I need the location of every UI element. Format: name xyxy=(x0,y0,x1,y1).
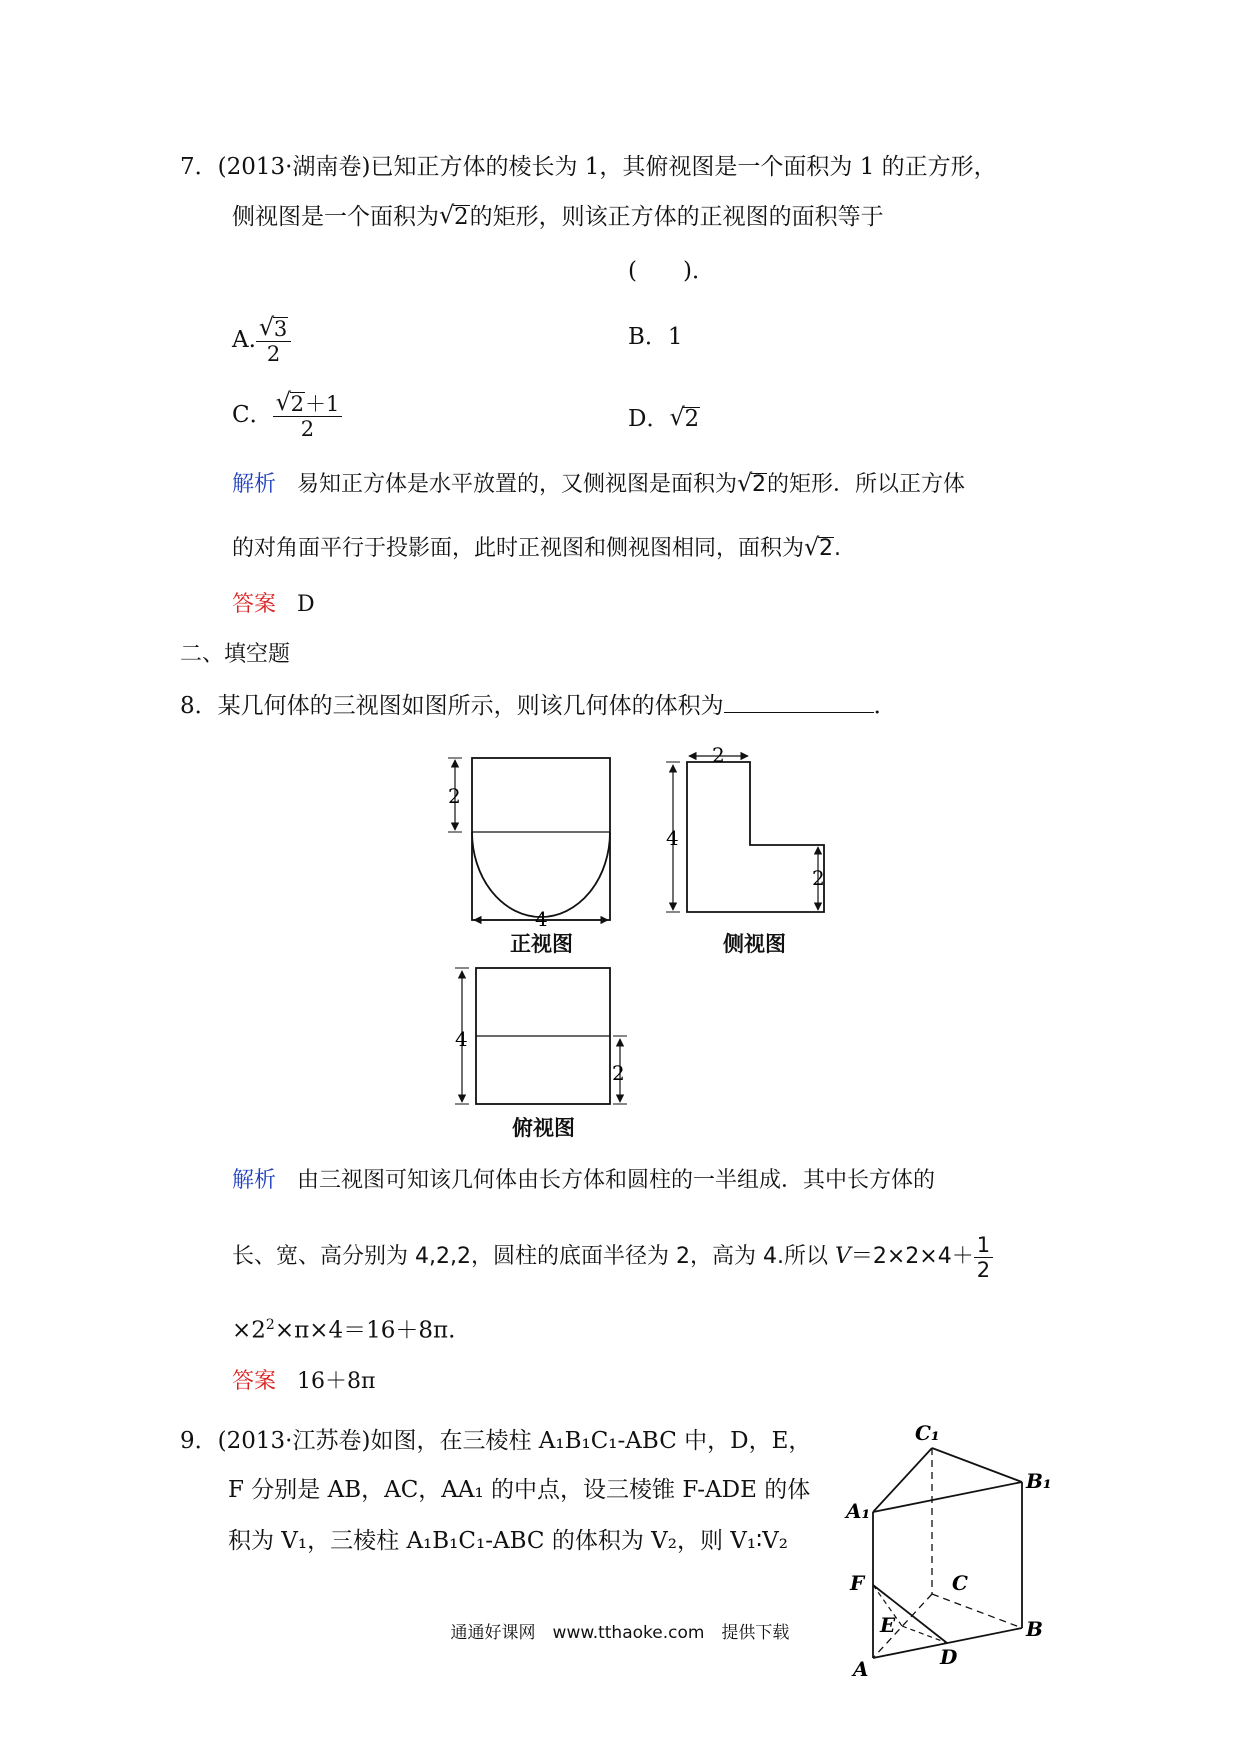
section-heading: 二、填空题 xyxy=(180,642,291,667)
label-f: F xyxy=(850,1571,865,1595)
side-step-label: 2 xyxy=(812,866,825,890)
label-c: C xyxy=(952,1571,968,1595)
q8-analysis-line1 xyxy=(232,1166,935,1196)
option-a-num: 3 xyxy=(273,316,288,341)
front-height-label: 2 xyxy=(448,784,461,808)
label-d: D xyxy=(940,1645,958,1669)
q7-analysis-sqrt-2-value: 2 xyxy=(819,536,834,561)
front-width-label: 4 xyxy=(535,907,548,931)
label-e: E xyxy=(880,1613,896,1637)
top-half-label: 2 xyxy=(612,1061,625,1085)
side-height-label: 4 xyxy=(666,826,679,850)
top-view-caption: 俯视图 xyxy=(512,1116,575,1140)
q7-line2 xyxy=(232,202,884,232)
analysis-label: 解析 xyxy=(232,472,277,497)
side-top-label: 2 xyxy=(712,743,725,767)
option-d-sqrt xyxy=(669,404,700,434)
q7-analysis-sqrt xyxy=(737,470,767,500)
option-c-sqrt-value: 2 xyxy=(290,391,304,416)
q8-analysis-sup: 2 xyxy=(265,1317,275,1333)
label-b: B xyxy=(1026,1617,1043,1641)
q8-analysis-line2 xyxy=(232,1232,993,1282)
top-view xyxy=(455,968,627,1104)
q9-line3: 积为 V₁，三棱柱 A₁B₁C₁-ABC 的体积为 V₂，则 V₁∶V₂ xyxy=(228,1528,788,1554)
q7-analysis-1a: 易知正方体是水平放置的，又侧视图是面积为 xyxy=(297,472,738,497)
label-c1: C₁ xyxy=(915,1421,940,1445)
q8-text: 8．某几何体的三视图如图所示，则该几何体的体积为 xyxy=(180,693,724,719)
half-num: 1 xyxy=(974,1233,993,1258)
side-view-caption: 侧视图 xyxy=(723,932,786,956)
answer-blank[interactable] xyxy=(724,690,874,713)
q7-answer xyxy=(232,590,315,620)
q7-option-a[interactable] xyxy=(232,315,291,366)
option-c-label: C． xyxy=(232,402,273,428)
answer-label: 答案 xyxy=(232,592,277,617)
q9-text-1: 如图，在三棱柱 A₁B₁C₁-ABC 中，D，E， xyxy=(370,1428,812,1454)
label-a1: A₁ xyxy=(846,1499,871,1523)
q7-text-1: 已知正方体的棱长为 1，其俯视图是一个面积为 1 的正方形， xyxy=(370,154,997,180)
q7-text-2b: 的矩形，则该正方体的正视图的面积等于 xyxy=(469,204,884,230)
top-height-label: 4 xyxy=(455,1027,468,1051)
q8-analysis-3b: ×π×4＝16＋8π. xyxy=(274,1317,456,1344)
sqrt-value: 2 xyxy=(454,204,469,230)
q8-end: ． xyxy=(873,693,897,719)
option-c-sqrt xyxy=(276,392,305,416)
answer-label: 答案 xyxy=(232,1369,277,1394)
half-den: 2 xyxy=(976,1257,991,1282)
analysis-label: 解析 xyxy=(232,1168,277,1193)
option-c-den: 2 xyxy=(300,416,315,441)
answer-value: 16＋8π xyxy=(297,1369,376,1394)
q7-analysis-2b: . xyxy=(834,536,842,561)
option-d-value: 2 xyxy=(684,406,700,432)
q7-option-c[interactable] xyxy=(232,390,342,441)
page-footer: 通通好课网 www.tthaoke.com 提供下载 xyxy=(450,1623,790,1643)
option-c-fraction xyxy=(273,392,343,441)
side-view xyxy=(666,756,824,912)
q7-answer-paren: ( )． xyxy=(628,258,715,284)
q7-source: (2013·湖南卷) xyxy=(217,154,371,180)
option-a-sqrt xyxy=(259,317,288,341)
front-view xyxy=(448,758,610,920)
sqrt-2 xyxy=(439,202,470,232)
option-a-fraction xyxy=(256,317,291,366)
q8-analysis-2a: 长、宽、高分别为 4,2,2，圆柱的底面半径为 2，高为 4.所以 xyxy=(232,1244,835,1269)
q9-line1 xyxy=(180,1426,811,1456)
label-a: A xyxy=(853,1657,869,1681)
q7-number: 7． xyxy=(180,154,218,180)
front-view-caption: 正视图 xyxy=(510,932,573,956)
q7-text-2a: 侧视图是一个面积为 xyxy=(232,204,439,230)
option-c-num-rest: ＋1 xyxy=(304,391,340,416)
q9-number: 9． xyxy=(180,1428,218,1454)
q7-line1 xyxy=(180,152,997,182)
option-d-label: D． xyxy=(628,406,670,432)
q7-analysis-sqrt-2 xyxy=(804,534,834,564)
q7-analysis-2a: 的对角面平行于投影面，此时正视图和侧视图相同，面积为 xyxy=(232,536,805,561)
q7-analysis-1b: 的矩形．所以正方体 xyxy=(767,472,966,497)
q7-analysis-line1 xyxy=(232,470,965,500)
q8-answer xyxy=(232,1367,375,1397)
q9-line2: F 分别是 AB，AC，AA₁ 的中点，设三棱锥 F-ADE 的体 xyxy=(228,1477,811,1503)
label-b1: B₁ xyxy=(1026,1469,1052,1493)
q7-analysis-line2 xyxy=(232,534,841,564)
q7-option-d[interactable] xyxy=(628,404,700,434)
q8-analysis-line3 xyxy=(232,1310,455,1346)
half-fraction xyxy=(974,1233,993,1282)
option-a-den: 2 xyxy=(266,341,281,366)
option-a-label: A. xyxy=(232,327,256,353)
q7-option-b[interactable]: B．1 xyxy=(628,324,683,350)
q8-analysis-3a: ×2 xyxy=(232,1317,266,1344)
q7-analysis-sqrt-value: 2 xyxy=(752,472,767,497)
q8-analysis-2b: ＝2×2×4＋ xyxy=(850,1244,974,1269)
q8-analysis-1: 由三视图可知该几何体由长方体和圆柱的一半组成．其中长方体的 xyxy=(297,1168,936,1193)
volume-v: V xyxy=(834,1244,851,1269)
q9-source: (2013·江苏卷) xyxy=(217,1428,371,1454)
q8-line xyxy=(180,690,897,721)
answer-value: D xyxy=(297,592,315,617)
